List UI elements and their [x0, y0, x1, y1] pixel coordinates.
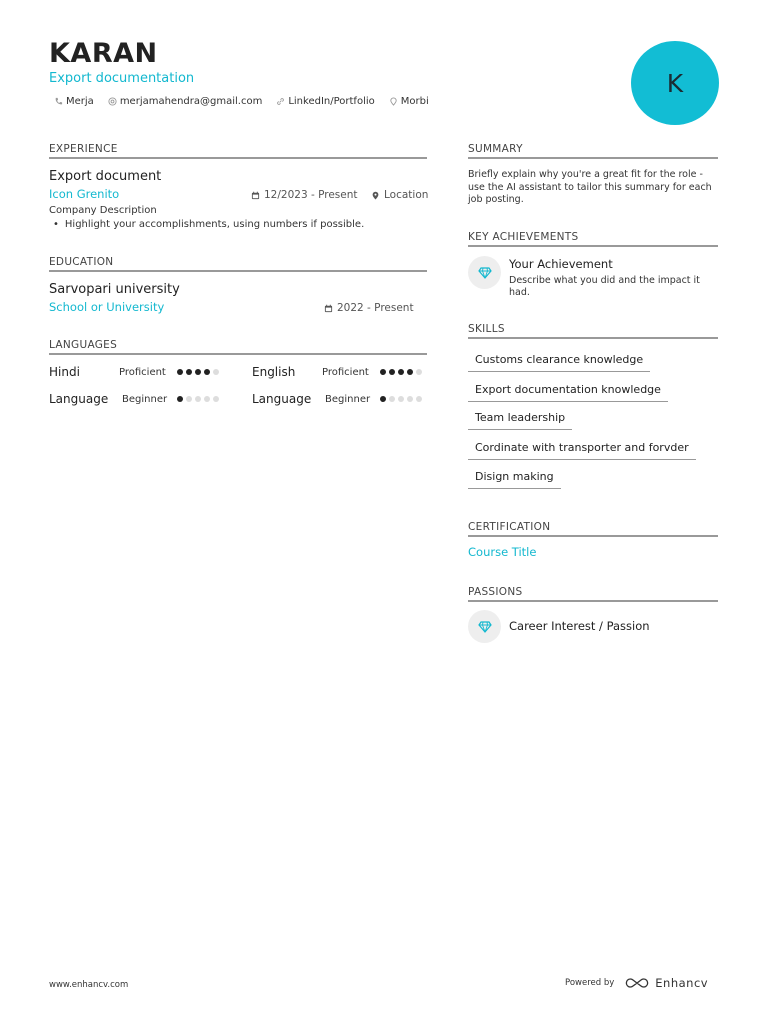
powered-by-text: Powered by — [565, 978, 615, 988]
passions-section — [468, 586, 718, 602]
summary-text: Briefly explain why you're a great fit for the role - use the AI assistant to tailor this summary for each job posting. — [468, 169, 712, 205]
passion-item: Career Interest / Passion — [509, 619, 650, 633]
education-degree: Sarvopari university — [49, 282, 180, 297]
passions-heading: PASSIONS — [468, 586, 523, 598]
experience-location-text: Location — [384, 189, 429, 201]
experience-dates-text: 12/2023 - Present — [264, 189, 358, 201]
contact-email[interactable] — [108, 96, 263, 107]
dot-empty — [416, 396, 422, 402]
contact-row — [54, 96, 429, 107]
language-item — [49, 392, 219, 406]
dot-filled — [380, 396, 386, 402]
footer-branding — [565, 976, 708, 990]
calendar-icon — [251, 191, 260, 200]
candidate-name: KARAN — [49, 38, 158, 69]
experience-location — [371, 189, 428, 201]
enhancv-logo-icon — [624, 977, 650, 989]
summary-heading: SUMMARY — [468, 143, 523, 155]
skills-section — [468, 323, 718, 339]
language-name: Hindi — [49, 365, 80, 379]
language-dots — [380, 369, 422, 375]
language-dots — [380, 396, 422, 402]
language-dots — [177, 396, 219, 402]
phone-icon — [54, 97, 63, 106]
divider — [49, 157, 427, 159]
dot-filled — [186, 369, 192, 375]
experience-company: Icon Grenito — [49, 187, 120, 201]
language-name: Language — [252, 392, 312, 406]
link-text: LinkedIn/Portfolio — [288, 96, 375, 107]
calendar-icon — [324, 304, 333, 313]
experience-role: Export document — [49, 169, 162, 184]
dot-empty — [204, 396, 210, 402]
language-name: English — [252, 365, 296, 379]
bullet-dot: • — [53, 219, 59, 230]
divider — [468, 535, 718, 537]
diamond-icon — [478, 266, 492, 280]
dot-empty — [195, 396, 201, 402]
certification-section — [468, 521, 718, 537]
dot-empty — [186, 396, 192, 402]
certification-heading: CERTIFICATION — [468, 521, 551, 533]
bullet-text: Highlight your accomplishments, using numbers if possible. — [64, 219, 365, 230]
contact-phone — [54, 96, 94, 107]
dot-empty — [407, 396, 413, 402]
dot-filled — [398, 369, 404, 375]
course-title: Course Title — [468, 545, 537, 559]
achievement-text: Describe what you did and the impact it had. — [509, 275, 700, 298]
at-icon — [108, 97, 117, 106]
company-description: Company Description — [49, 205, 157, 216]
skill-tag: Disign making — [468, 470, 561, 489]
language-level: Beginner — [122, 393, 168, 405]
skill-tag: Export documentation knowledge — [468, 383, 668, 402]
skill-tag: Customs clearance knowledge — [468, 353, 650, 372]
skill-tag: Cordinate with transporter and forvder — [468, 441, 696, 460]
contact-location — [389, 96, 429, 107]
job-title: Export documentation — [49, 71, 195, 86]
dot-filled — [380, 369, 386, 375]
language-item — [252, 365, 422, 379]
divider — [49, 270, 427, 272]
language-dots — [177, 369, 219, 375]
phone-text: Merja — [66, 96, 94, 107]
experience-section — [49, 143, 427, 159]
divider — [468, 600, 718, 602]
achievements-section — [468, 231, 718, 247]
location-pin-icon — [371, 191, 380, 200]
skills-heading: SKILLS — [468, 323, 505, 335]
experience-bullet — [53, 219, 364, 230]
diamond-icon — [478, 620, 492, 634]
avatar: K — [631, 41, 719, 125]
dot-empty — [416, 369, 422, 375]
dot-filled — [204, 369, 210, 375]
achievement-title: Your Achievement — [509, 257, 613, 271]
divider — [468, 157, 718, 159]
dot-filled — [177, 396, 183, 402]
dot-empty — [389, 396, 395, 402]
language-level: Beginner — [325, 393, 371, 405]
brand-logo[interactable] — [624, 976, 708, 990]
divider — [468, 337, 718, 339]
summary-section — [468, 143, 718, 159]
education-heading: EDUCATION — [49, 256, 114, 268]
skill-tag: Team leadership — [468, 411, 572, 430]
contact-link[interactable] — [276, 96, 374, 107]
education-dates-text: 2022 - Present — [337, 302, 414, 314]
languages-section — [49, 339, 427, 355]
dot-filled — [177, 369, 183, 375]
dot-empty — [213, 369, 219, 375]
achievement-icon-circle — [468, 256, 501, 289]
dot-empty — [213, 396, 219, 402]
divider — [468, 245, 718, 247]
education-school: School or University — [49, 300, 165, 314]
achievements-heading: KEY ACHIEVEMENTS — [468, 231, 579, 243]
dot-filled — [407, 369, 413, 375]
divider — [49, 353, 427, 355]
language-level: Proficient — [119, 366, 166, 378]
language-item — [252, 392, 422, 406]
dot-empty — [398, 396, 404, 402]
location-text: Morbi — [400, 96, 429, 107]
passion-icon-circle — [468, 610, 501, 643]
footer-website[interactable]: www.enhancv.com — [49, 980, 129, 990]
brand-name: Enhancv — [655, 976, 709, 990]
language-item — [49, 365, 219, 379]
email-text: merjamahendra@gmail.com — [119, 96, 263, 107]
link-icon — [276, 97, 285, 106]
languages-heading: LANGUAGES — [49, 339, 118, 351]
education-section — [49, 256, 427, 272]
experience-heading: EXPERIENCE — [49, 143, 118, 155]
dot-filled — [389, 369, 395, 375]
location-pin-icon — [389, 97, 398, 106]
experience-dates — [251, 189, 357, 201]
education-dates — [324, 302, 414, 314]
language-level: Proficient — [322, 366, 369, 378]
dot-filled — [195, 369, 201, 375]
language-name: Language — [49, 392, 109, 406]
